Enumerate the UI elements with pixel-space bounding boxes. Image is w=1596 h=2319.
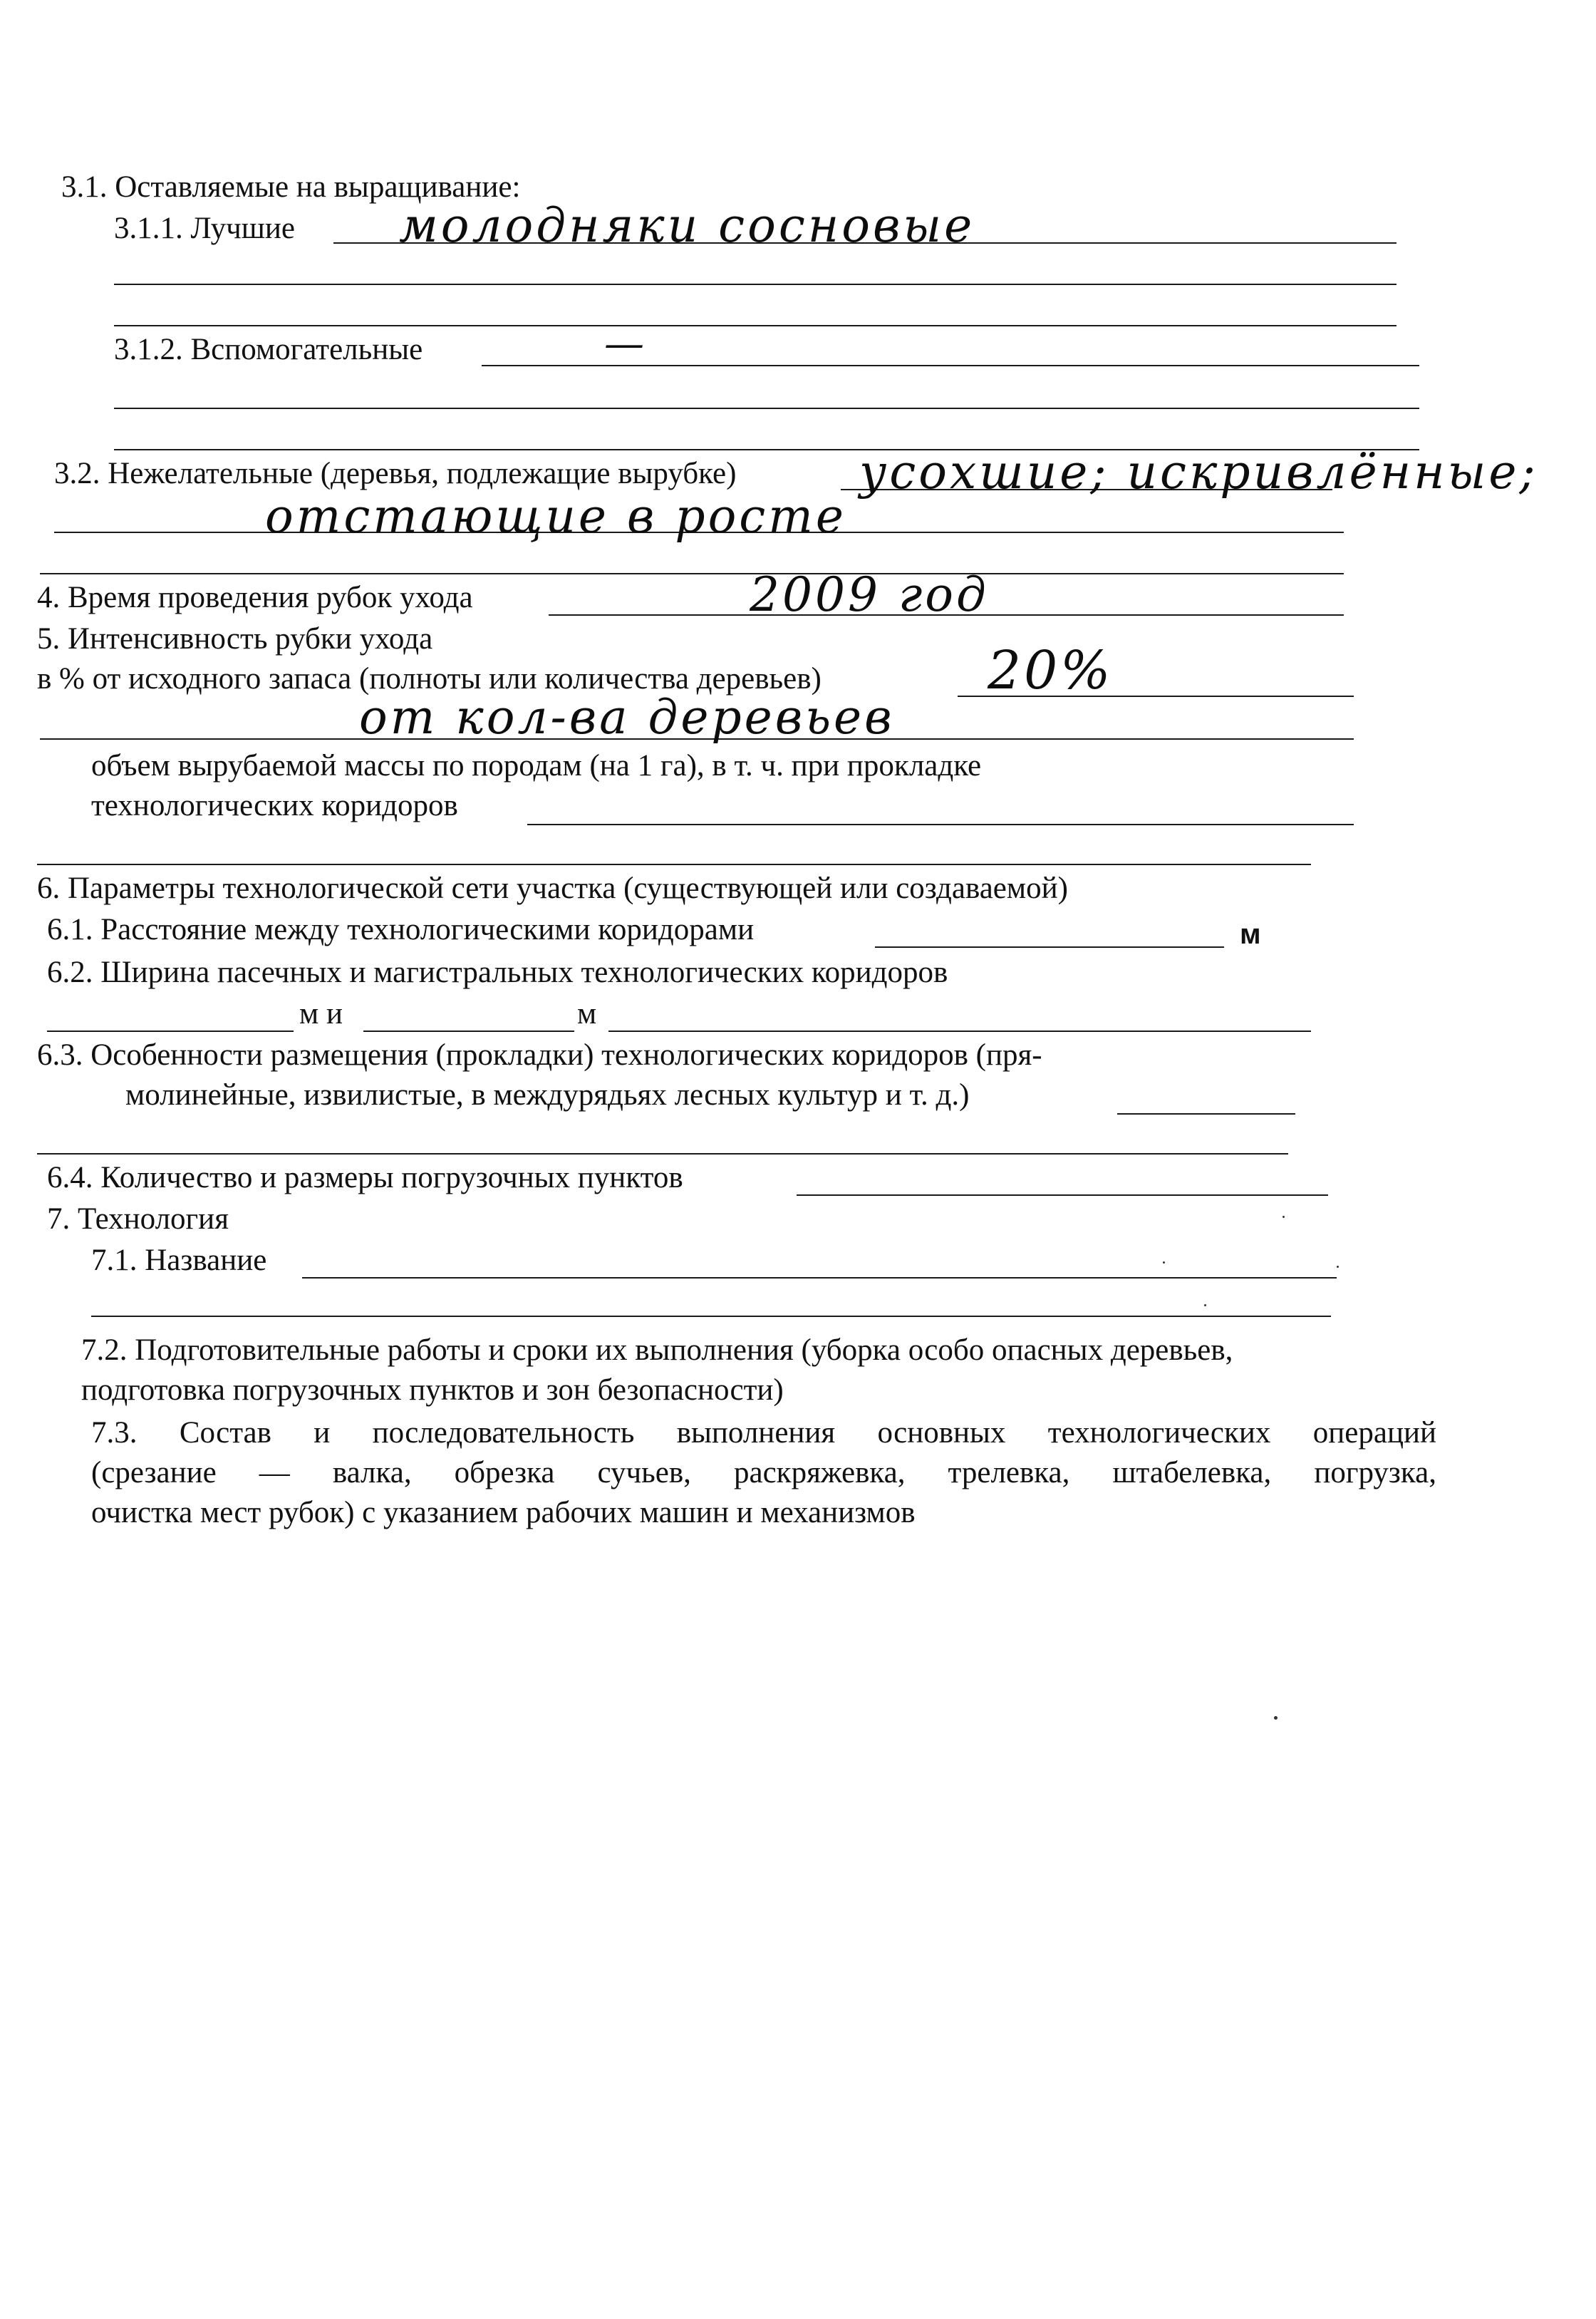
section-6-3-line1: 6.3. Особенности размещения (прокладки) технологических коридоров (пря-	[37, 1038, 1042, 1072]
handwritten-felling-time: 2009 год	[750, 567, 989, 622]
section-7-heading: 7. Технология	[47, 1202, 229, 1236]
section-5-label: 5. Интенсивность рубки ухода	[37, 622, 433, 656]
section-6-2-label: 6.2. Ширина пасечных и магистральных технологических коридоров	[47, 956, 948, 989]
scan-speck	[1274, 1716, 1278, 1720]
section-3-1-2-label: 3.1.2. Вспомогательные	[114, 333, 423, 366]
answer-line	[363, 1031, 574, 1032]
scan-speck	[1204, 1304, 1206, 1306]
section-4-label: 4. Время проведения рубок ухода	[37, 581, 473, 614]
handwritten-intensity: 20%	[988, 640, 1114, 701]
scan-speck	[1337, 1266, 1339, 1268]
unit-meters: м	[577, 997, 597, 1031]
answer-line	[527, 824, 1354, 825]
section-6-4-label: 6.4. Количество и размеры погрузочных пунктов	[47, 1161, 683, 1194]
section-3-2-label: 3.2. Нежелательные (деревья, подлежащие вырубке)	[54, 457, 737, 490]
section-7-1-label: 7.1. Название	[91, 1244, 267, 1277]
section-7-2-line1: 7.2. Подготовительные работы и сроки их выполнения (уборка особо опасных деревьев,	[81, 1333, 1233, 1367]
answer-line	[875, 946, 1224, 948]
answer-line	[114, 325, 1396, 326]
answer-line	[40, 573, 1344, 574]
unit-meters: м	[1240, 919, 1261, 950]
handwritten-undesirable-trees-2: отстающие в росте	[265, 489, 846, 544]
volume-label-line1: объем вырубаемой массы по породам (на 1 га), в т. ч. при прокладке	[91, 749, 982, 783]
scan-speck	[1163, 1261, 1165, 1264]
section-6-1-label: 6.1. Расстояние между технологическими коридорами	[47, 913, 755, 946]
volume-label-line2: технологических коридоров	[91, 789, 458, 822]
answer-line	[1117, 1113, 1295, 1115]
answer-line	[797, 1194, 1328, 1196]
section-6-heading: 6. Параметры технологической сети участка (существующей или создаваемой)	[37, 872, 1068, 905]
section-7-2-line2: подготовка погрузочных пунктов и зон безопасности)	[81, 1373, 784, 1407]
answer-line	[91, 1316, 1331, 1317]
handwritten-best-trees: молодняки сосновые	[399, 198, 975, 253]
answer-line	[37, 1153, 1288, 1155]
section-5-intensity-label: в % от исходного запаса (полноты или количества деревьев)	[37, 662, 822, 696]
section-7-3-line2: (срезание — валка, обрезка сучьев, раскряжевка, трелевка, штабелевка, погрузка,	[91, 1456, 1436, 1489]
section-3-1-heading: 3.1. Оставляемые на выращивание:	[61, 170, 521, 204]
answer-line	[302, 1277, 1337, 1279]
answer-line	[608, 1031, 1311, 1032]
handwritten-intensity-basis: от кол-ва деревьев	[359, 690, 895, 745]
answer-line	[47, 1031, 294, 1032]
answer-line	[114, 284, 1396, 285]
handwritten-undesirable-trees-1: усохшие; искривлённые;	[859, 445, 1538, 500]
answer-line	[37, 864, 1311, 865]
unit-meters-and: м и	[299, 997, 343, 1031]
section-7-3-line3: очистка мест рубок) с указанием рабочих машин и механизмов	[91, 1496, 916, 1529]
section-6-3-line2: молинейные, извилистые, в междурядьях лесных культур и т. д.)	[125, 1078, 970, 1112]
handwritten-auxiliary-dash: —	[604, 321, 647, 367]
section-7-3-line1: 7.3. Состав и последовательность выполнения основных технологических операций	[91, 1416, 1436, 1450]
answer-line	[114, 408, 1419, 409]
scan-speck	[1282, 1216, 1285, 1218]
section-3-1-1-label: 3.1.1. Лучшие	[114, 212, 295, 245]
